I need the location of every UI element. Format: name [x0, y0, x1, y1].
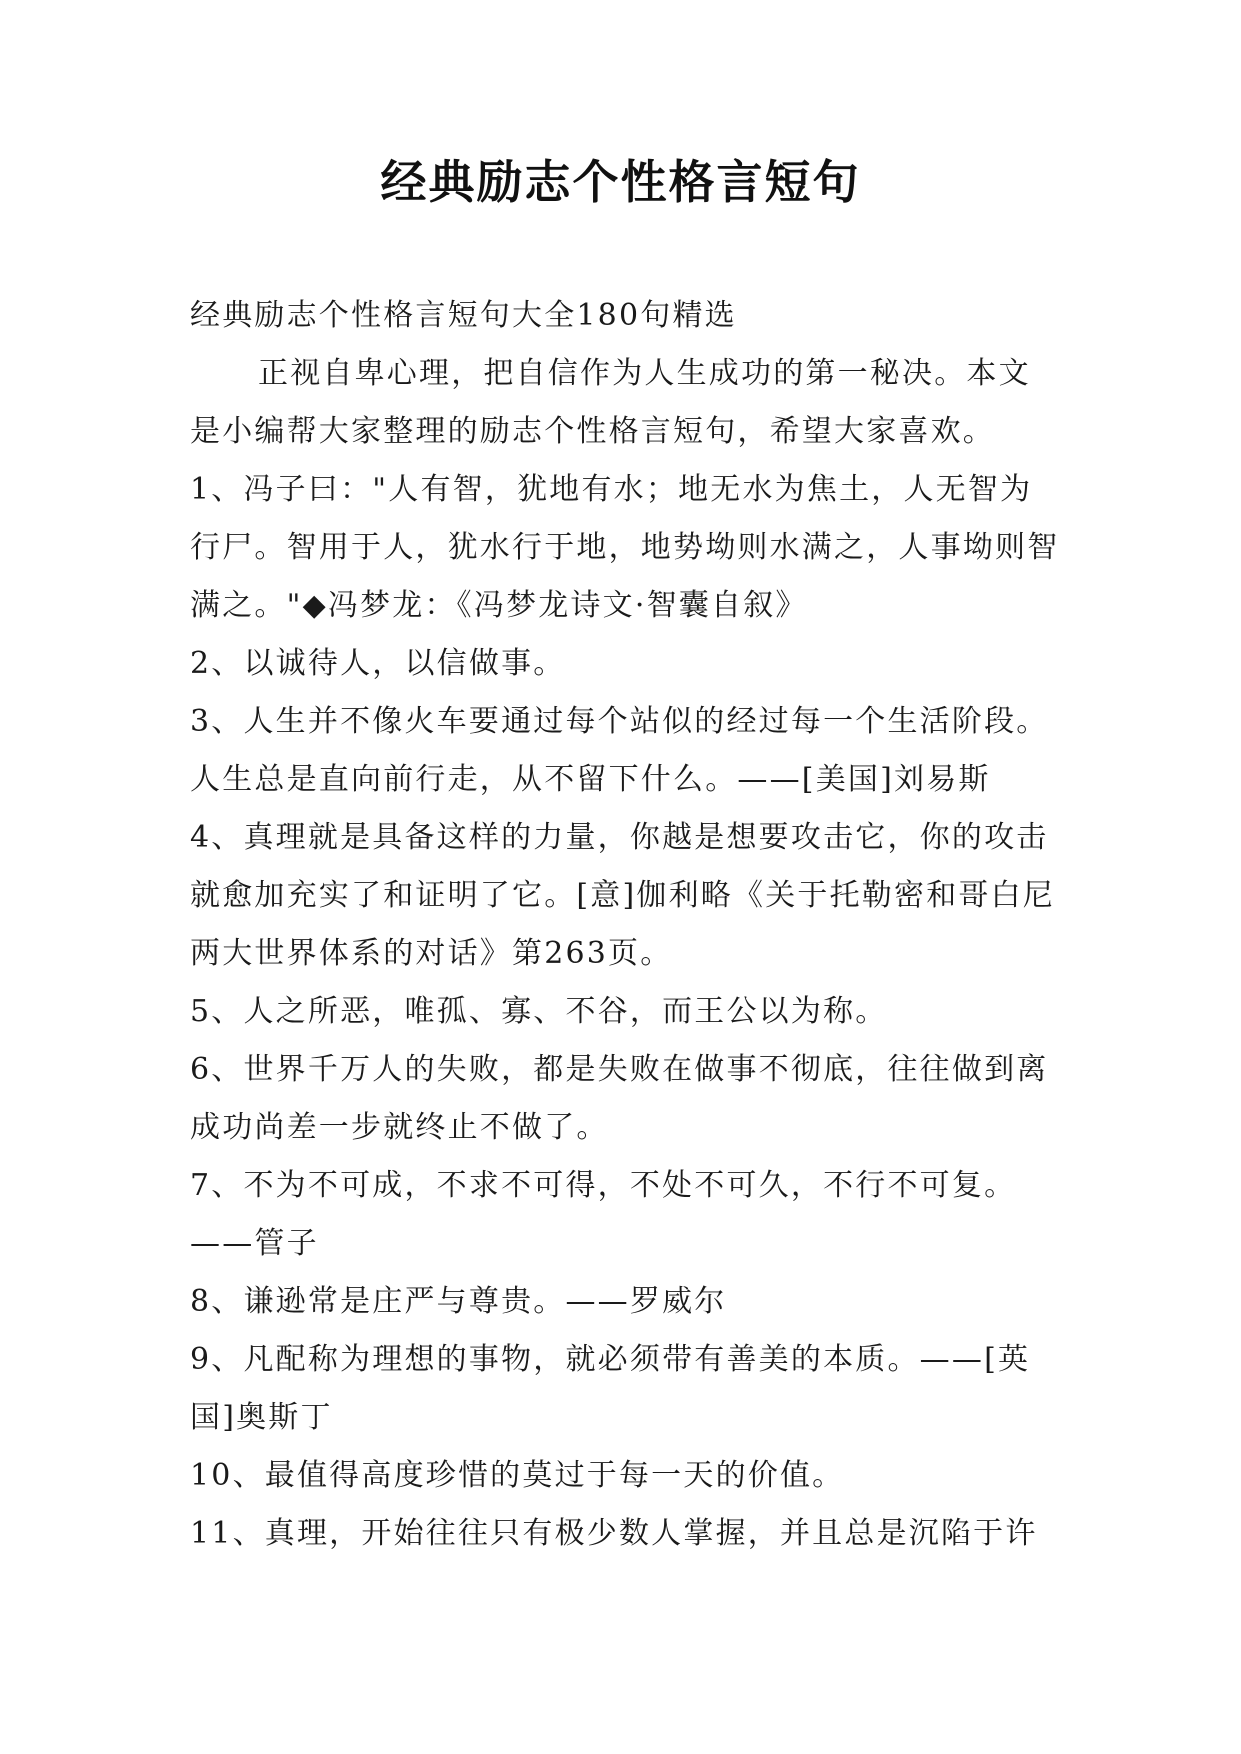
quote-item-7: 7、不为不可成，不求不可得，不处不可久，不行不可复。——管子: [190, 1168, 1017, 1261]
quote-item-10: 10、最值得高度珍惜的莫过于每一天的价值。: [190, 1458, 845, 1493]
document-body: [190, 287, 1060, 1563]
quote-item-4: 4、真理就是具备这样的力量，你越是想要攻击它，你的攻击就愈加充实了和证明了它。[意]伽利略《关于托勒密和哥白尼两大世界体系的对话》第263页。: [190, 820, 1056, 971]
intro-paragraph: 正视自卑心理，把自信作为人生成功的第一秘决。本文是小编帮大家整理的励志个性格言短句，希望大家喜欢。: [190, 356, 1031, 449]
quote-item-5: 5、人之所恶，唯孤、寡、不谷，而王公以为称。: [190, 994, 888, 1029]
quote-item-8: 8、谦逊常是庄严与尊贵。——罗威尔: [190, 1284, 727, 1319]
quote-item-11: 11、真理，开始往往只有极少数人掌握，并且总是沉陷于许: [190, 1516, 1038, 1551]
quote-item-1: 1、冯子曰："人有智，犹地有水；地无水为焦土，人无智为行尸。智用于人，犹水行于地，地势坳则水满之，人事坳则智满之。"◆冯梦龙：《冯梦龙诗文·智囊自叙》: [190, 472, 1060, 623]
quote-item-2: 2、以诚待人，以信做事。: [190, 646, 566, 681]
quote-item-6: 6、世界千万人的失败，都是失败在做事不彻底，往往做到离成功尚差一步就终止不做了。: [190, 1052, 1049, 1145]
document-title: 经典励志个性格言短句: [380, 155, 861, 209]
quote-item-9: 9、凡配称为理想的事物，就必须带有善美的本质。——[英国]奥斯丁: [190, 1342, 1031, 1435]
quote-item-3: 3、人生并不像火车要通过每个站似的经过每一个生活阶段。人生总是直向前行走，从不留下什么。——[美国]刘易斯: [190, 704, 1049, 797]
document-subtitle: 经典励志个性格言短句大全180句精选: [190, 298, 737, 333]
